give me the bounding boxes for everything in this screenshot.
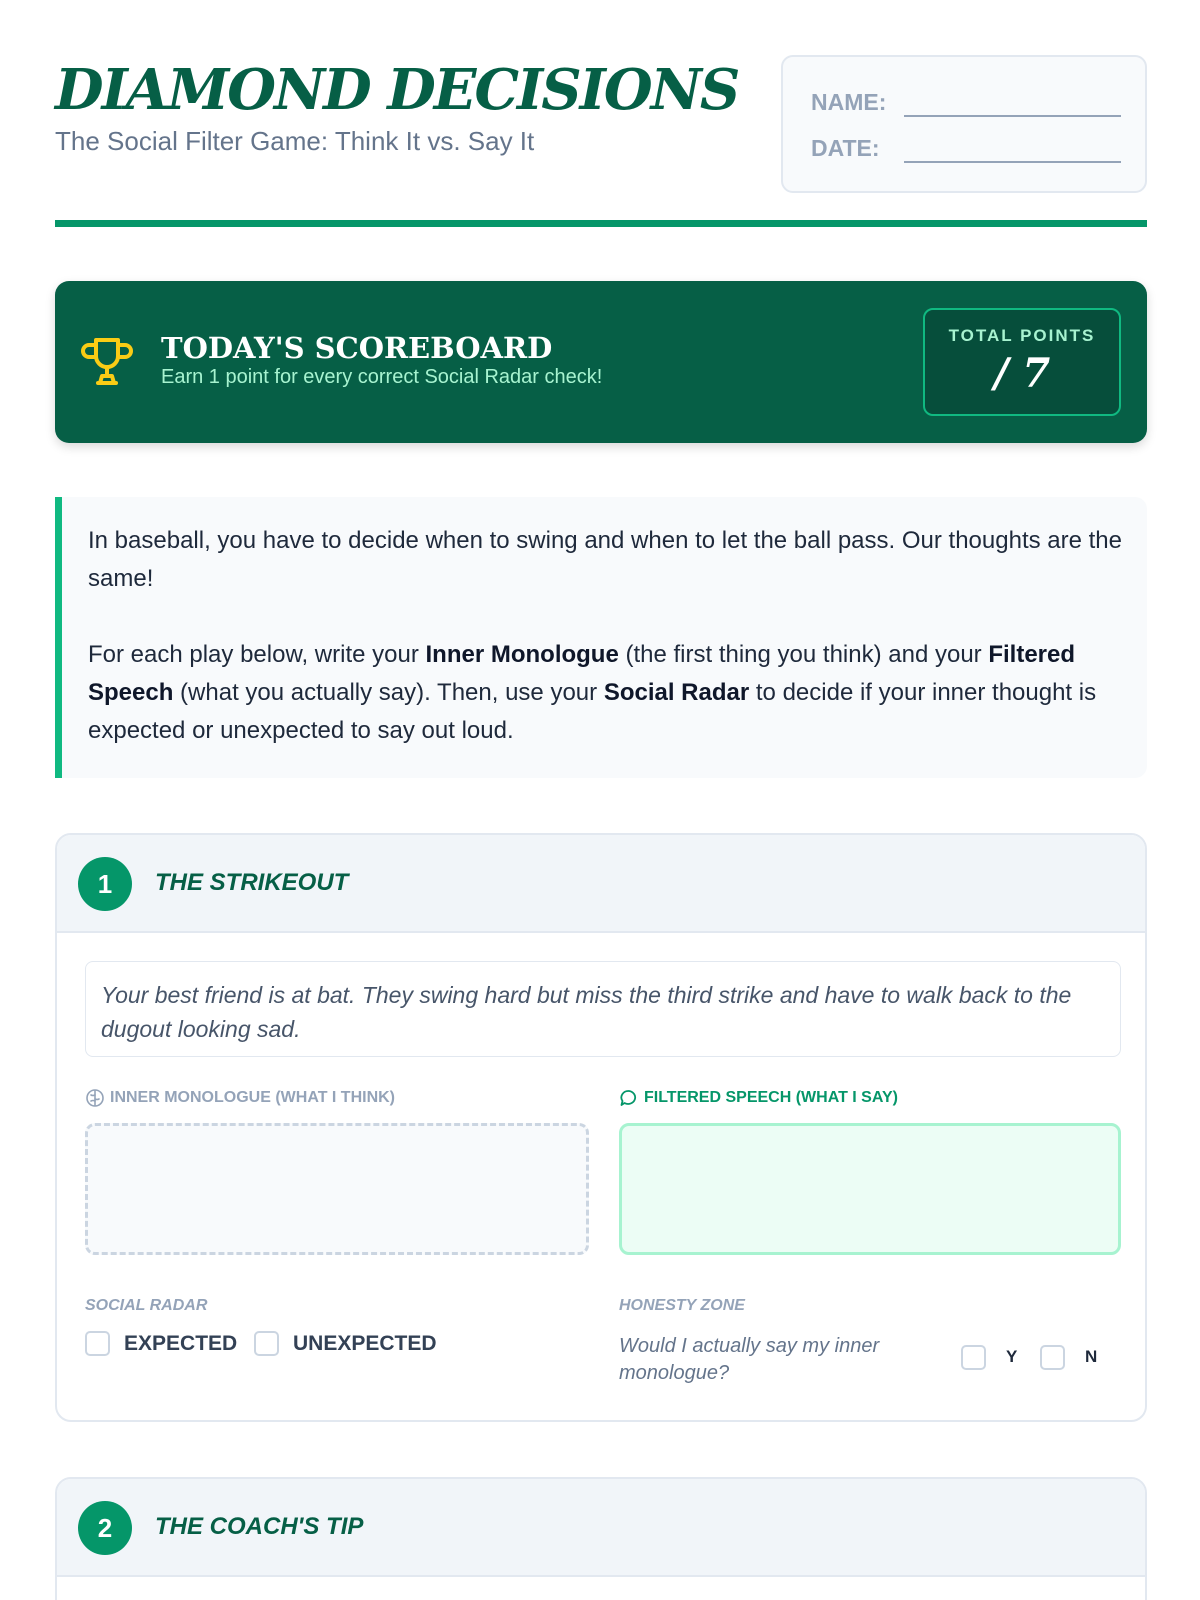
name-row	[811, 85, 1121, 121]
play-card-2	[55, 1477, 1147, 1600]
page-title: DIAMOND DECISIONS	[55, 57, 739, 123]
filtered-speech-input[interactable]	[619, 1123, 1121, 1255]
play-number-badge: 1	[78, 857, 132, 911]
play-number-badge: 2	[78, 1501, 132, 1555]
intro-text: (what you actually say). Then, use your	[173, 679, 604, 706]
inner-monologue-label-text: INNER MONOLOGUE (WHAT I THINK)	[110, 1089, 396, 1106]
play-scenario: Your best friend is at bat. They swing hard but miss the third strike and have to walk back to the dugout looking sad.	[85, 961, 1121, 1057]
honesty-no-checkbox[interactable]	[1040, 1345, 1065, 1370]
play-card-1	[55, 833, 1147, 1422]
intro-term-social-radar: Social Radar	[603, 679, 750, 706]
intro-text: (the first thing you think) and your	[618, 641, 989, 668]
intro-paragraph-2	[88, 636, 1132, 750]
play-title: THE STRIKEOUT	[155, 869, 349, 896]
total-points-box	[923, 308, 1121, 416]
honesty-yes-checkbox[interactable]	[961, 1345, 986, 1370]
play-card-header	[57, 835, 1145, 933]
student-info-box	[781, 55, 1147, 193]
play-card-header	[57, 1479, 1145, 1577]
name-field[interactable]	[904, 115, 1121, 117]
trophy-icon	[81, 336, 133, 388]
brain-icon	[85, 1088, 105, 1108]
play-title: THE COACH'S TIP	[155, 1513, 364, 1540]
intro-term-filtered-speech: Filtered Speech	[88, 641, 1076, 706]
filtered-speech-label-text: FILTERED SPEECH (WHAT I SAY)	[644, 1089, 898, 1106]
page-subtitle: The Social Filter Game: Think It vs. Say It	[55, 126, 535, 156]
name-label: NAME:	[811, 89, 887, 115]
intro-text: For each play below, write your	[88, 641, 426, 668]
date-label: DATE:	[811, 135, 880, 161]
intro-panel	[55, 497, 1147, 778]
unexpected-label: UNEXPECTED	[293, 1332, 437, 1355]
intro-text: to decide if your inner thought is expected or unexpected to say out loud.	[88, 679, 1097, 744]
scoreboard-subtitle: Earn 1 point for every correct Social Radar check!	[161, 366, 603, 388]
expected-checkbox[interactable]	[85, 1331, 110, 1356]
header-divider	[55, 220, 1147, 227]
date-field[interactable]	[904, 161, 1121, 163]
honesty-zone-label: HONESTY ZONE	[619, 1297, 745, 1314]
social-radar-label: SOCIAL RADAR	[85, 1297, 208, 1314]
intro-term-inner-monologue: Inner Monologue	[425, 641, 619, 668]
unexpected-checkbox[interactable]	[254, 1331, 279, 1356]
honesty-no-label: N	[1085, 1347, 1098, 1366]
scoreboard-title: TODAY'S SCOREBOARD	[161, 331, 553, 365]
honesty-question: Would I actually say my inner monologue?	[619, 1335, 880, 1384]
worksheet-header	[55, 55, 1147, 228]
honesty-yes-label: Y	[1006, 1347, 1018, 1366]
inner-monologue-input[interactable]	[85, 1123, 589, 1255]
intro-paragraph-1: In baseball, you have to decide when to swing and when to let the ball pass. Our thoughts are the same!	[88, 527, 1123, 592]
speech-bubble-icon	[619, 1088, 639, 1108]
scoreboard-banner	[55, 281, 1147, 443]
date-row	[811, 131, 1121, 167]
total-points-value: / 7	[993, 350, 1051, 397]
expected-label: EXPECTED	[124, 1332, 238, 1355]
total-points-label: TOTAL POINTS	[948, 326, 1096, 345]
